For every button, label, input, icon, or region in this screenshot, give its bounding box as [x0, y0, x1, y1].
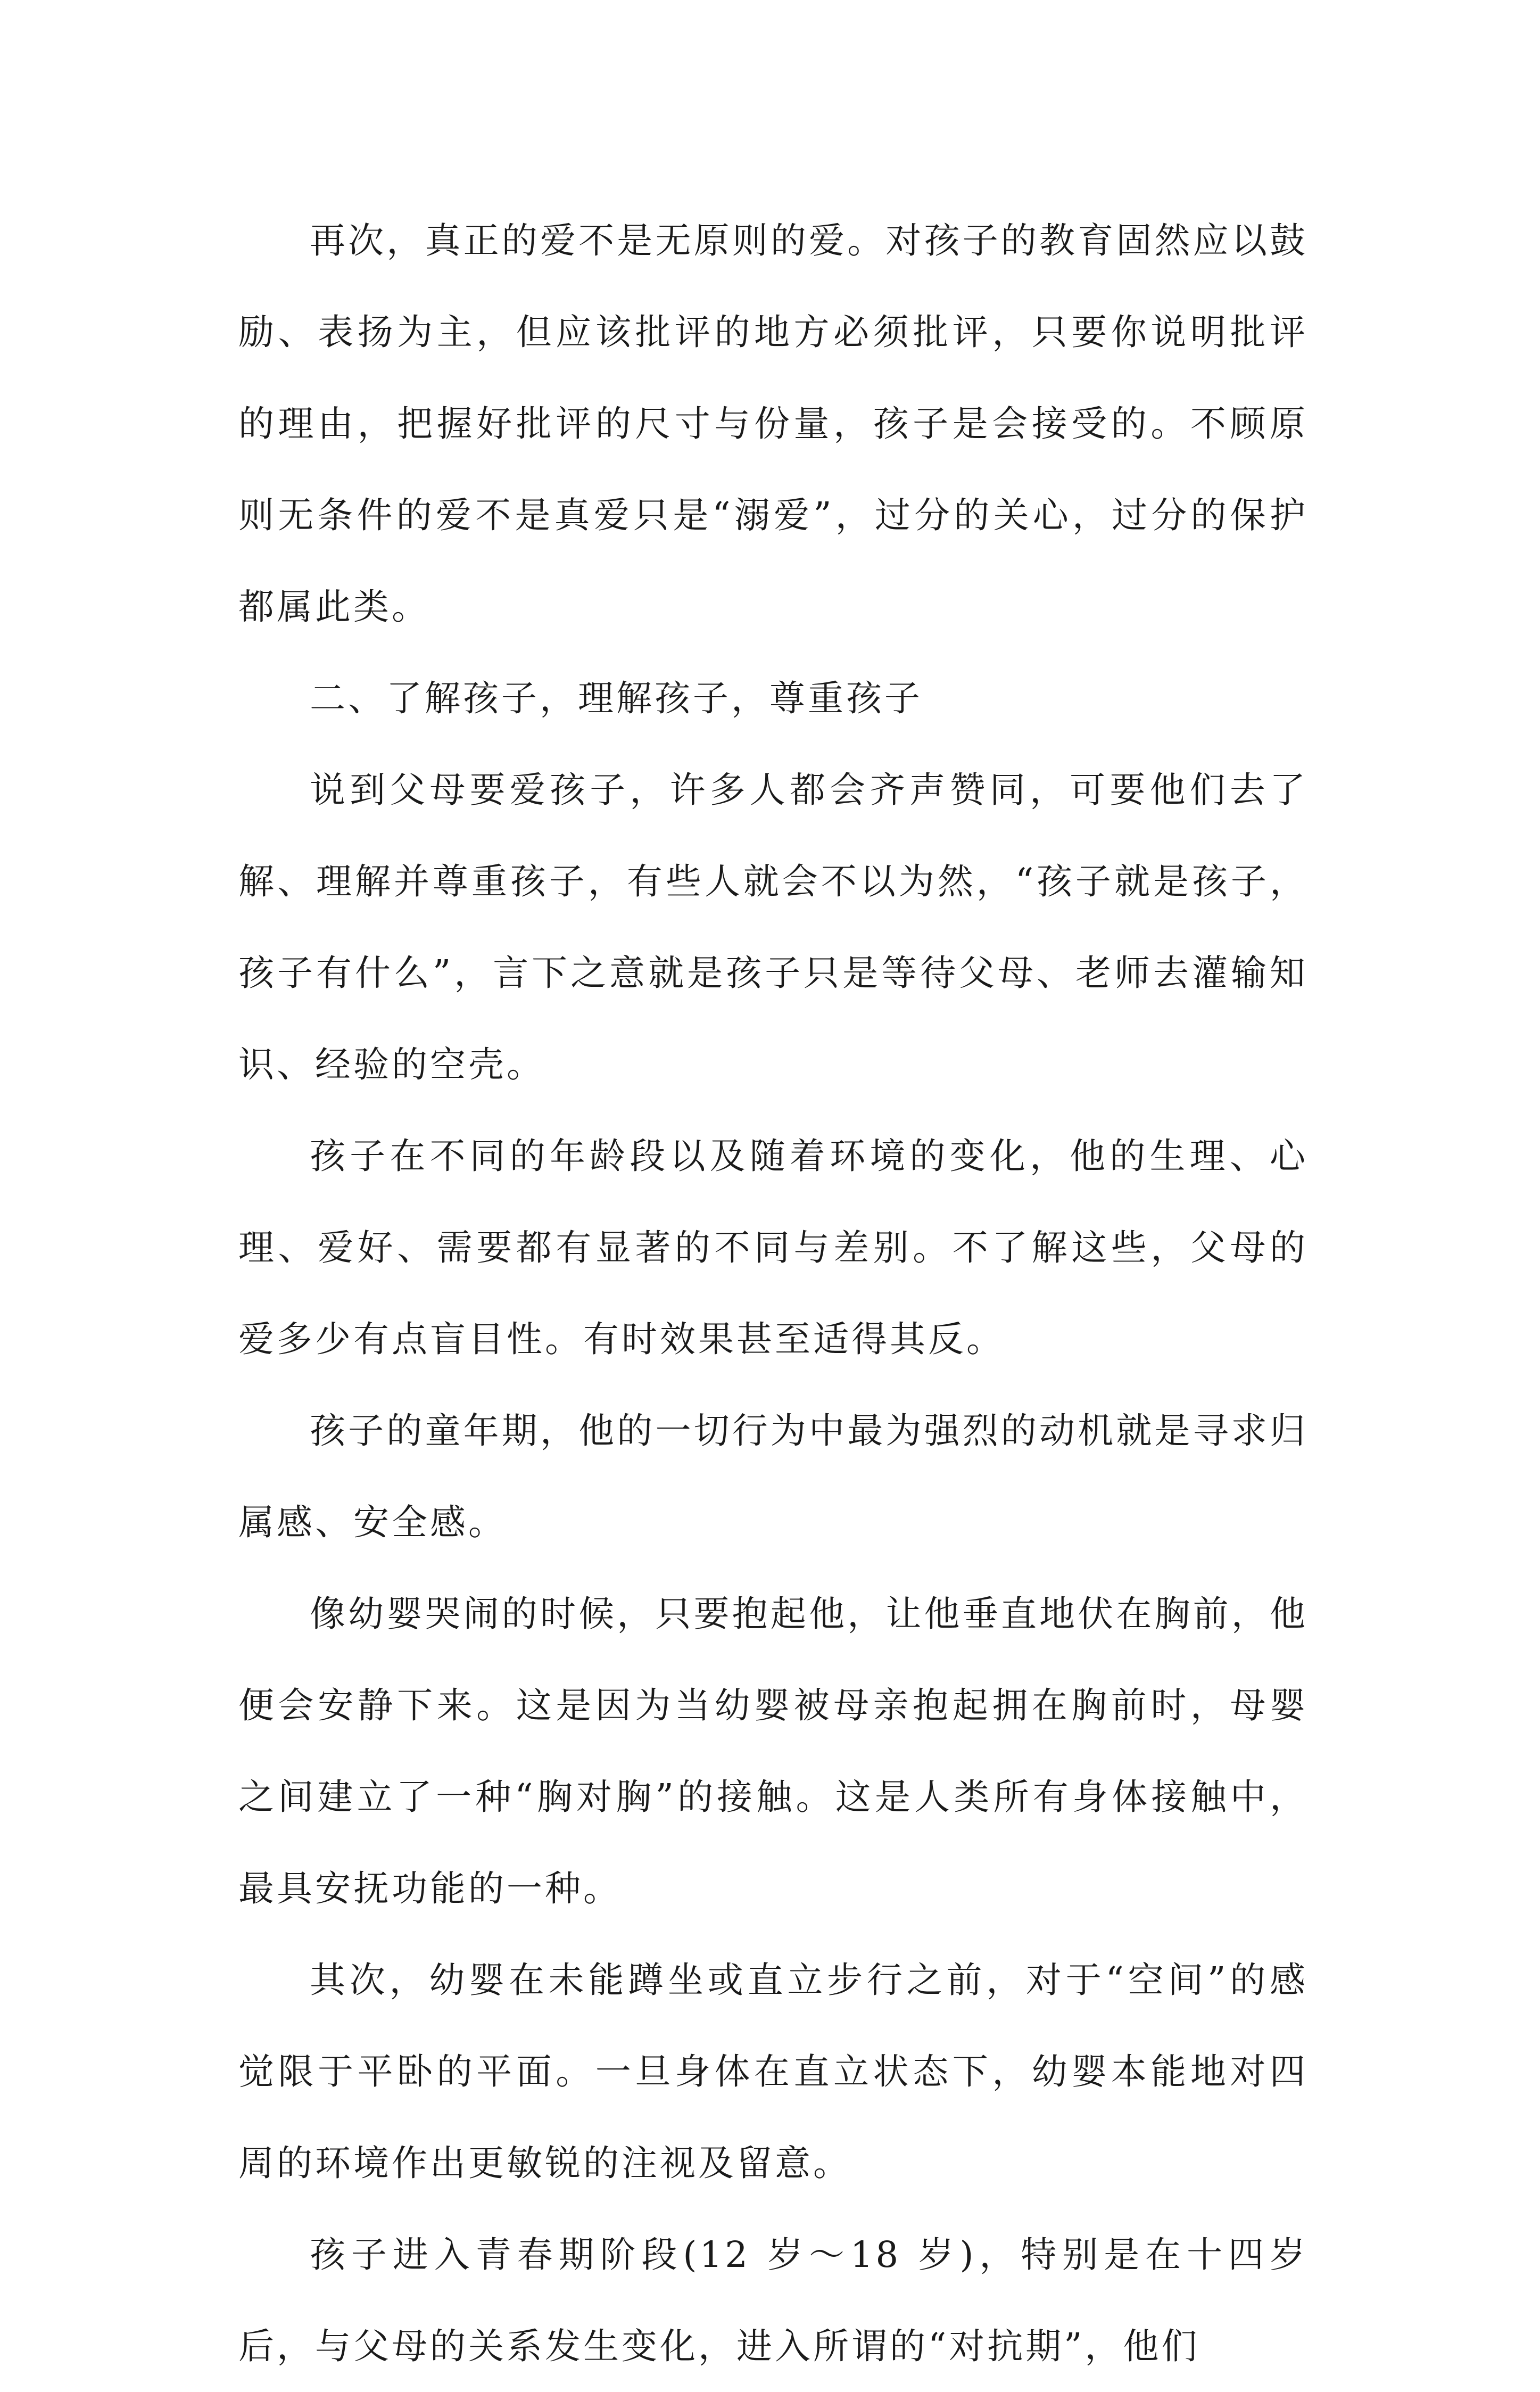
- paragraph-2: 说到父母要爱孩子，许多人都会齐声赞同，可要他们去了解、理解并尊重孩子，有些人就会不以为然，“孩子就是孩子，孩子有什么”，言下之意就是孩子只是等待父母、老师去灌输知识、经验的空壳。: [238, 769, 1308, 1085]
- paragraph-6: 其次，幼婴在未能蹲坐或直立步行之前，对于“空间”的感觉限于平卧的平面。一旦身体在直立状态下，幼婴本能地对四周的环境作出更敏锐的注视及留意。: [238, 1959, 1308, 2184]
- paragraph-5: 像幼婴哭闹的时候，只要抱起他，让他垂直地伏在胸前，他便会安静下来。这是因为当幼婴被母亲抱起拥在胸前时，母婴之间建立了一种“胸对胸”的接触。这是人类所有身体接触中，最具安抚功能的一种。: [238, 1593, 1308, 1909]
- paragraph-3: 孩子在不同的年龄段以及随着环境的变化，他的生理、心理、爱好、需要都有显著的不同与差别。不了解这些，父母的爱多少有点盲目性。有时效果甚至适得其反。: [238, 1135, 1308, 1360]
- document-page: [238, 195, 1308, 2392]
- section-heading: 二、了解孩子，理解孩子，尊重孩子: [310, 678, 923, 719]
- paragraph-1: 再次，真正的爱不是无原则的爱。对孩子的教育固然应以鼓励、表扬为主，但应该批评的地方必须批评，只要你说明批评的理由，把握好批评的尺寸与份量，孩子是会接受的。不顾原则无条件的爱不是真爱只是“溺爱”，过分的关心，过分的保护都属此类。: [238, 220, 1308, 628]
- paragraph-4: 孩子的童年期，他的一切行为中最为强烈的动机就是寻求归属感、安全感。: [238, 1410, 1308, 1543]
- paragraph-7: 孩子进入青春期阶段(12 岁～18 岁)，特别是在十四岁后，与父母的关系发生变化，进入所谓的“对抗期”，他们: [238, 2234, 1308, 2367]
